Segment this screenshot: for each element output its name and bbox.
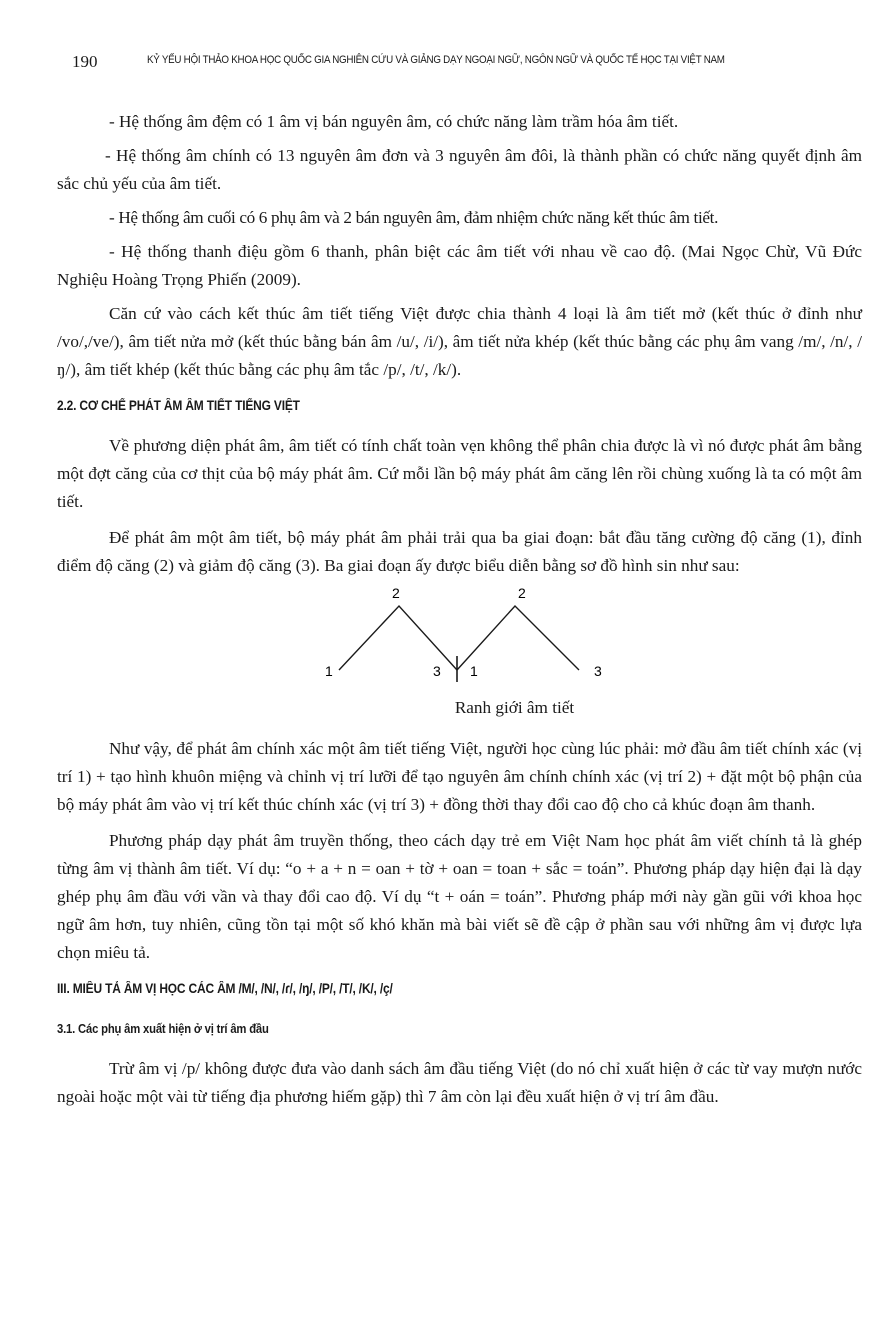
paragraph: Phương pháp dạy phát âm truyền thống, theo cách dạy trẻ em Việt Nam học phát âm viết chính tả là ghép từng âm vị thành âm tiết. Ví dụ: “o + a + n = oan + tờ + oan = toan + sắc = toán”. Phương pháp dạy hiện đại là dạy ghép phụ âm đầu với vần và thay đổi cao độ. Ví dụ “t + oán = toán”. Phương pháp mới này gần gũi với khoa học ngữ âm hơn, tuy nhiên, cũng tồn tại một số khó khăn mà bài viết sẽ đề cập ở phần sau với những âm vị được lựa chọn miêu tả. [57,831,862,962]
wave-first-syllable [339,606,457,670]
page-header [72,52,869,72]
page-body [57,108,862,1119]
paragraph: - Hệ thống âm chính có 13 nguyên âm đơn và 3 nguyên âm đôi, là thành phần có chức năng quyết định âm sắc chủ yếu của âm tiết. [57,146,862,193]
sine-wave-graphic [57,588,862,688]
syllable-sine-diagram [57,588,862,723]
peak-label-second: 2 [518,588,526,601]
diagram-caption: Ranh giới âm tiết [454,698,575,717]
paragraph: Về phương diện phát âm, âm tiết có tính chất toàn vẹn không thể phân chia được là vì nó được phát âm bằng một đợt căng của cơ thịt của bộ máy phát âm. Cứ mỗi lần bộ máy phát âm căng lên rồi chùng xuống là ta có một âm tiết. [57,436,862,511]
wave-second-syllable [457,606,579,670]
running-title: KỶ YẾU HỘI THẢO KHOA HỌC QUỐC GIA NGHIÊN CỨU VÀ GIẢNG DẠY NGOẠI NGỮ, NGÔN NGỮ VÀ QUỐC TẾ HỌC TẠI VIỆT NAM [147,54,725,66]
section-heading-3: III. MIÊU TẢ ÂM VỊ HỌC CÁC ÂM /M/, /N/, /ɾ/, /ŋ/, /P/, /T/, /K/, /ç/ [57,981,393,996]
paragraph: - Hệ thống thanh điệu gồm 6 thanh, phân biệt các âm tiết với nhau về cao độ. (Mai Ngọc Chừ, Vũ Đức Nghiệu Hoàng Trọng Phiến (2009). [57,242,862,289]
section-heading-3-1: 3.1. Các phụ âm xuất hiện ở vị trí âm đầu [57,1021,269,1036]
paragraph: Trừ âm vị /p/ không được đưa vào danh sách âm đầu tiếng Việt (do nó chỉ xuất hiện ở các từ vay mượn nước ngoài hoặc một vài từ tiếng địa phương hiếm gặp) thì 7 âm còn lại đều xuất hiện ở vị trí âm đầu. [57,1059,862,1106]
page-number: 190 [72,52,98,71]
paragraph: Để phát âm một âm tiết, bộ máy phát âm phải trải qua ba giai đoạn: bắt đầu tăng cường độ căng (1), đỉnh điểm độ căng (2) và giảm độ căng (3). Ba giai đoạn ấy được biểu diễn bằng sơ đồ hình sin như sau: [57,528,862,575]
mid-start-label: 1 [470,663,478,679]
paragraph: - Hệ thống âm đệm có 1 âm vị bán nguyên âm, có chức năng làm trầm hóa âm tiết. [109,112,679,131]
end-label: 3 [594,663,602,679]
start-label: 1 [325,663,333,679]
paragraph: - Hệ thống âm cuối có 6 phụ âm và 2 bán nguyên âm, đảm nhiệm chức năng kết thúc âm tiết. [109,208,719,227]
mid-end-label: 3 [433,663,441,679]
peak-label-first: 2 [392,588,400,601]
section-heading-2-2: 2.2. CƠ CHẾ PHÁT ÂM ÂM TIẾT TIẾNG VIỆT [57,398,300,413]
paragraph: Như vậy, để phát âm chính xác một âm tiết tiếng Việt, người học cùng lúc phải: mở đầu âm tiết chính xác (vị trí 1) + tạo hình khuôn miệng và chỉnh vị trí lưỡi để tạo nguyên âm chính chính xác (vị trí 2) + đặt một bộ phận của bộ máy phát âm vào vị trí kết thúc chính xác (vị trí 3) + đồng thời thay đổi cao độ cho cả khúc đoạn âm thanh. [57,739,862,814]
paragraph: Căn cứ vào cách kết thúc âm tiết tiếng Việt được chia thành 4 loại là âm tiết mở (kết thúc ở đỉnh như /vo/,/ve/), âm tiết nửa mở (kết thúc bằng bán âm /u/, /i/), âm tiết nửa khép (kết thúc bằng các phụ âm vang /m/, /n/, /ŋ/), âm tiết khép (kết thúc bằng các phụ âm tắc /p/, /t/, /k/). [57,304,862,379]
